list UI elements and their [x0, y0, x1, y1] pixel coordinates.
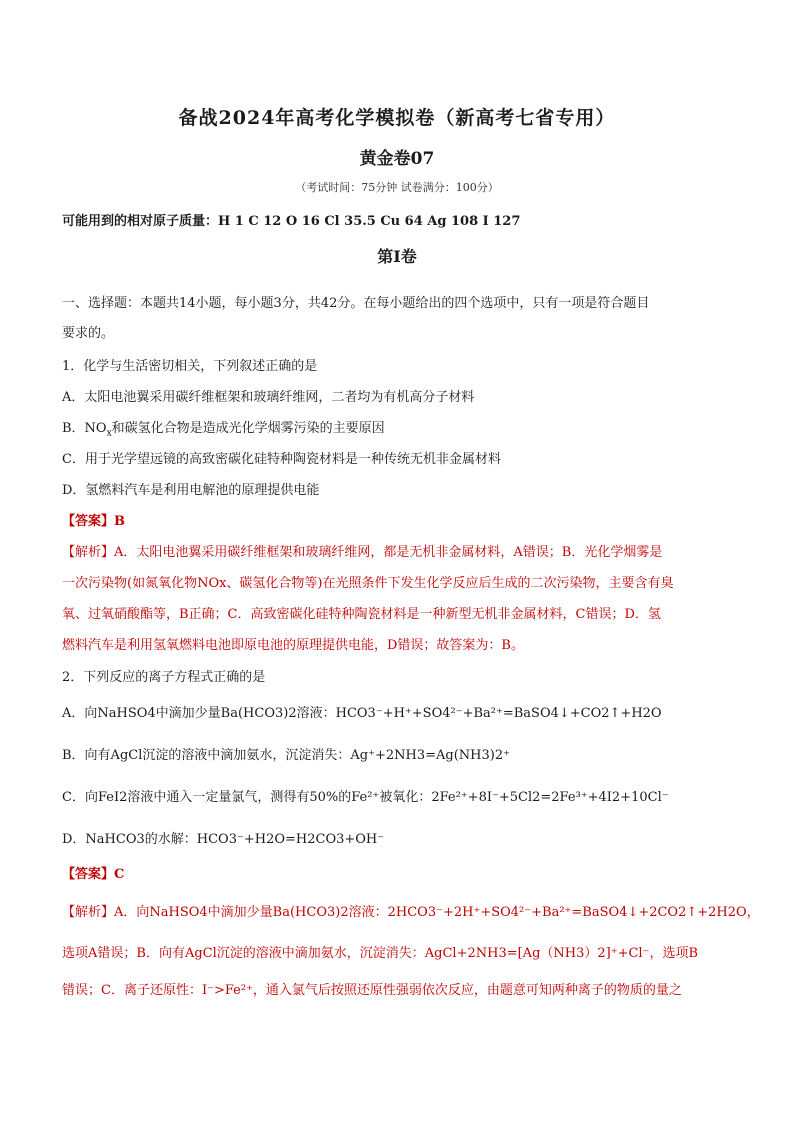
q1-answer: 【答案】B: [62, 514, 125, 529]
q1-analysis-line-4: 燃料汽车是利用氢氧燃料电池即原电池的原理提供电能，D错误；故答案为：B。: [62, 638, 524, 653]
q1-option-c: C．用于光学望远镜的高致密碳化硅特种陶瓷材料是一种传统无机非金属材料: [62, 452, 501, 467]
q2-option-b: B．向有AgCl沉淀的溶液中滴加氨水，沉淀消失：Ag⁺+2NH3=Ag(NH3)2⁺: [62, 748, 510, 763]
exam-info: （考试时间：75分钟 试卷满分：100分）: [295, 181, 499, 194]
q1-stem: 1．化学与生活密切相关，下列叙述正确的是: [62, 359, 318, 374]
q2-answer: 【答案】C: [62, 867, 125, 882]
q2-analysis-line-2: 选项A错误；B．向有AgCl沉淀的溶液中滴加氨水，沉淀消失：AgCl+2NH3=[Ag（NH3）2]⁺+Cl⁻，选项B: [62, 946, 698, 961]
section-title: 第Ⅰ卷: [377, 247, 417, 266]
q2-option-c: C．向FeI2溶液中通入一定量氯气，测得有50%的Fe²⁺被氧化：2Fe²⁺+8I⁻+5Cl2=2Fe³⁺+4I2+10Cl⁻: [62, 790, 669, 805]
q2-analysis-line-3: 错误；C．离子还原性：I⁻>Fe²⁺，通入氯气后按照还原性强弱依次反应，由题意可知两种离子的物质的量之: [62, 983, 682, 998]
section-instruction: 一、选择题：本题共14小题，每小题3分，共42分。在每小题给出的四个选项中，只有一项是符合题目: [62, 296, 650, 311]
q1-option-b: B．$NO_x$和碳氢化合物是造成光化学烟雾污染的主要原因: [62, 421, 385, 439]
q2-stem: 2．下列反应的离子方程式正确的是: [62, 670, 266, 685]
q2-analysis-line-1: 【解析】A．向NaHSO4中滴加少量Ba(HCO3)2溶液：2HCO3⁻+2H⁺+SO4²⁻+Ba²⁺=BaSO4↓+2CO2↑+2H2O，: [62, 905, 760, 920]
paper-subtitle: 黄金卷07: [359, 149, 435, 169]
q1-analysis-line-1: 【解析】A．太阳电池翼采用碳纤维框架和玻璃纤维网，都是无机非金属材料，A错误；B．光化学烟雾是: [62, 545, 663, 560]
q1-option-d: D．氢燃料汽车是利用电解池的原理提供电能: [62, 483, 320, 498]
q1-analysis-line-2: 一次污染物(如氮氧化物NOx、碳氢化合物等)在光照条件下发生化学反应后生成的二次污染物，主要含有臭: [62, 576, 674, 591]
q2-option-d: D．NaHCO3的水解：HCO3⁻+H2O=H2CO3+OH⁻: [62, 832, 385, 847]
section-instruction-cont: 要求的。: [62, 326, 115, 341]
q1-analysis-line-3: 氧、过氧硝酸酯等，B正确；C．高致密碳化硅特种陶瓷材料是一种新型无机非金属材料，C错误；D．氢: [62, 607, 661, 622]
q2-option-a: A．向NaHSO4中滴加少量Ba(HCO3)2溶液：HCO3⁻+H⁺+SO4²⁻+Ba²⁺=BaSO4↓+CO2↑+H2O: [62, 706, 662, 721]
q1-option-a: A．太阳电池翼采用碳纤维框架和玻璃纤维网，二者均为有机高分子材料: [62, 390, 475, 405]
page-title: 备战2024年高考化学模拟卷（新高考七省专用）: [178, 107, 616, 129]
atomic-masses: 可能用到的相对原子质量：H 1 C 12 O 16 Cl 35.5 Cu 64 Ag 108 I 127: [62, 214, 521, 229]
